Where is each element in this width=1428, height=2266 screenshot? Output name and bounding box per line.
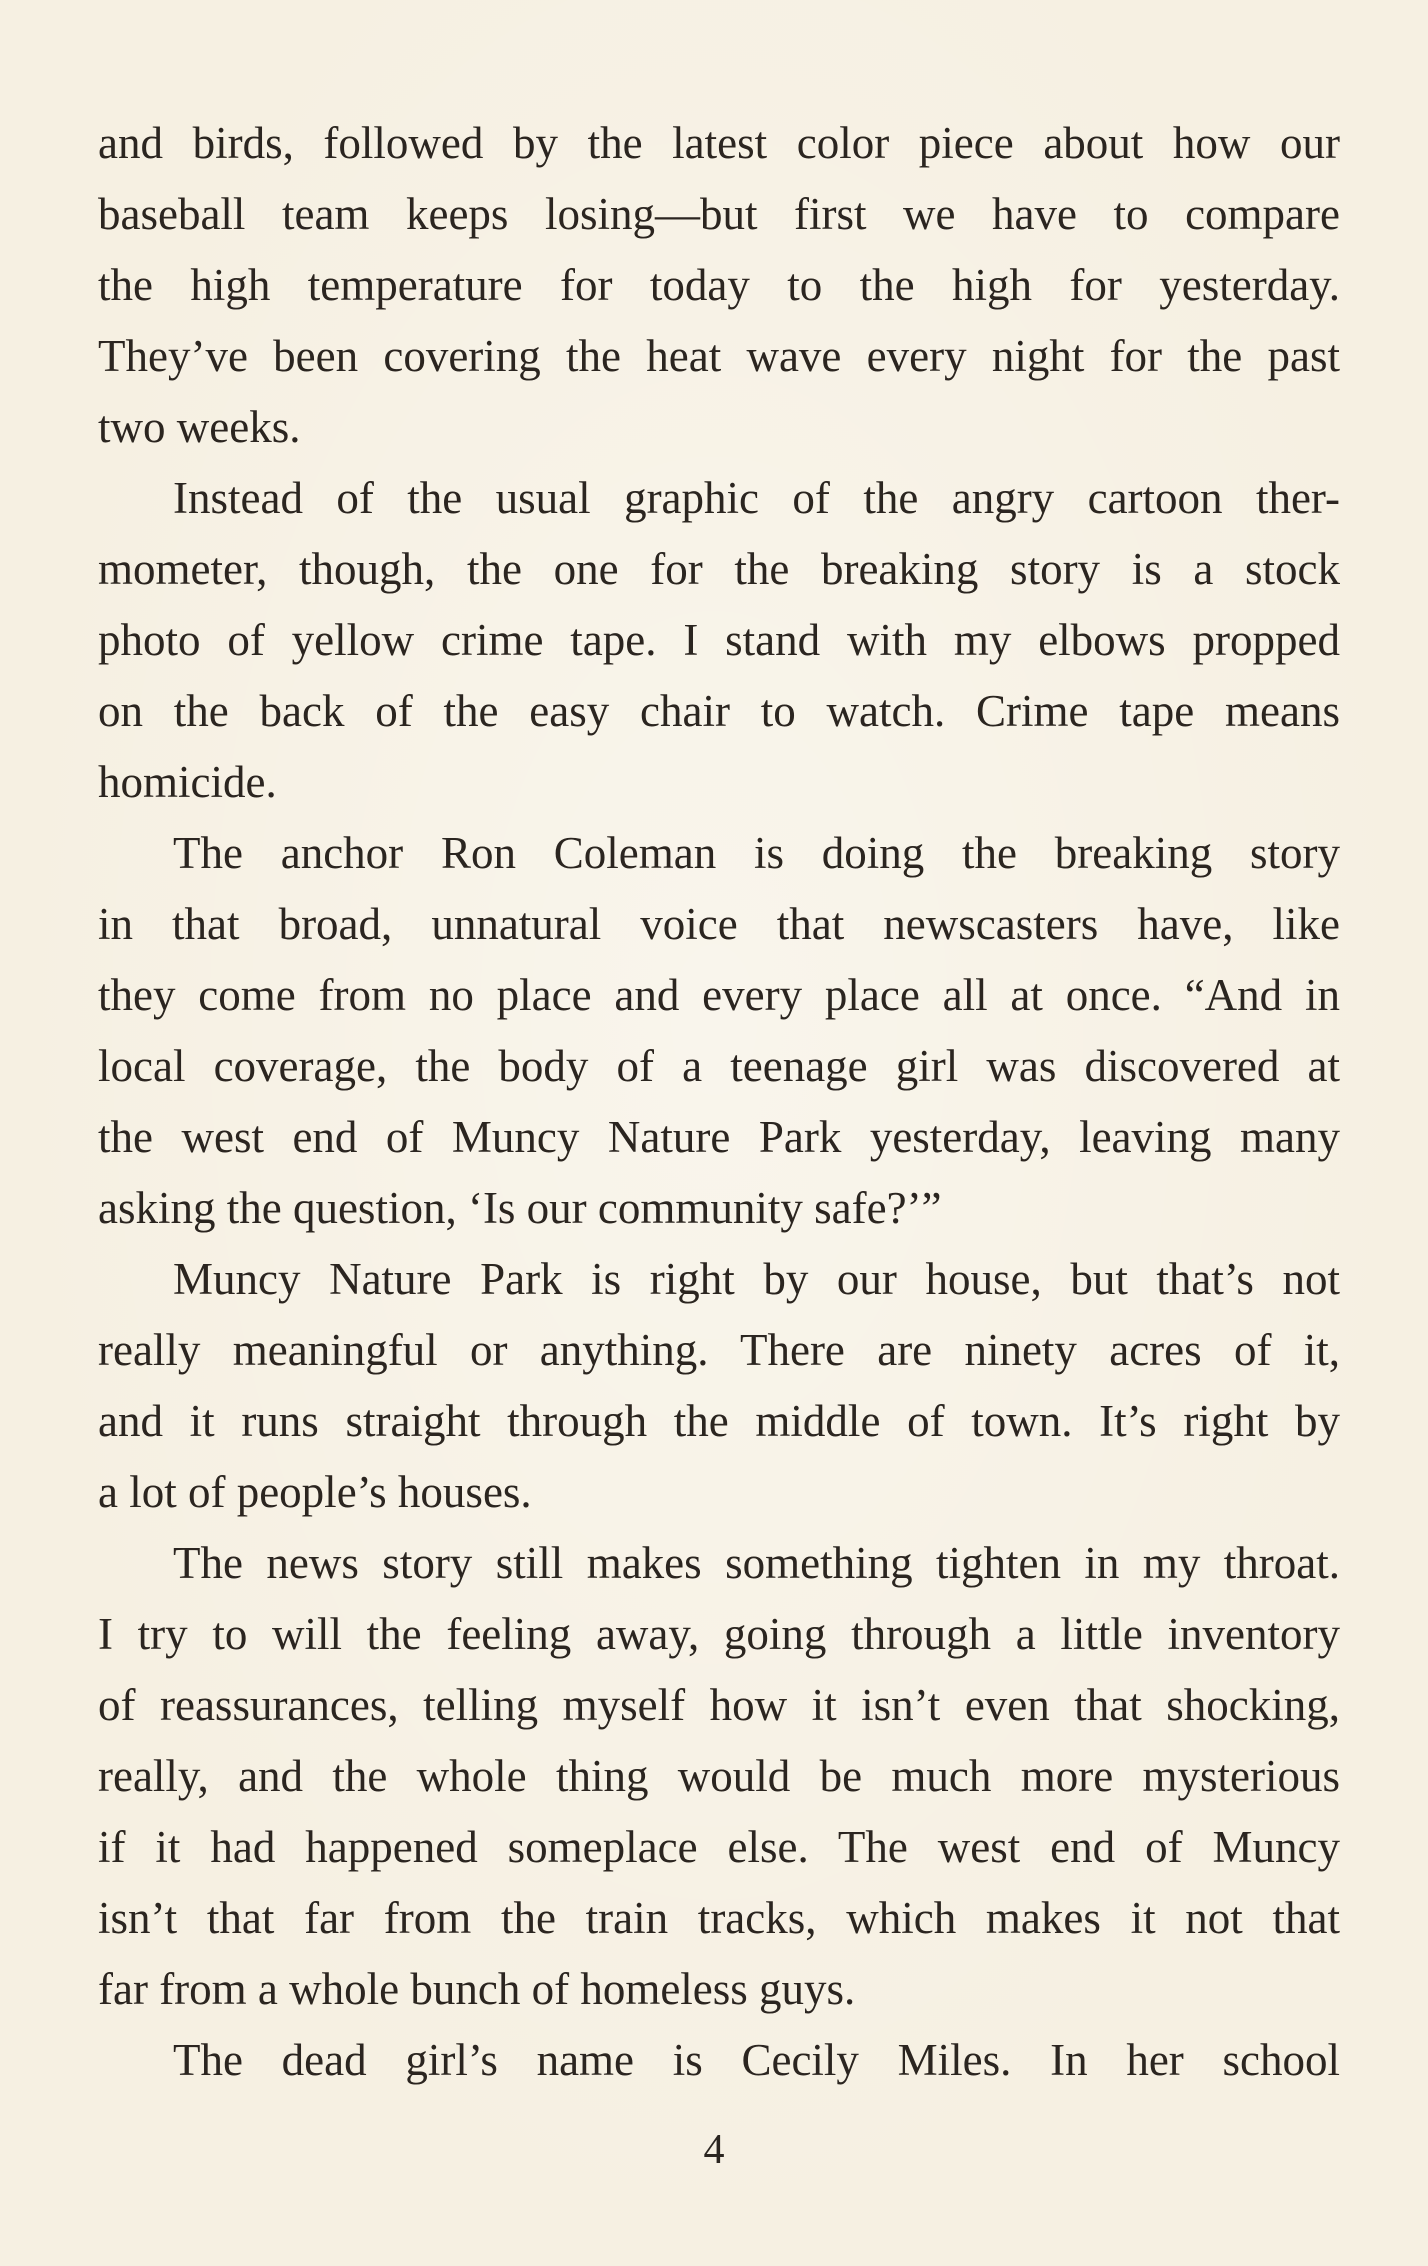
text-line: isn’t that far from the train tracks, which makes it not that — [98, 1893, 1340, 1943]
text-line: really, and the whole thing would be much more mysterious — [98, 1751, 1340, 1801]
text-line: They’ve been covering the heat wave every night for the past — [98, 331, 1340, 381]
text-line: the west end of Muncy Nature Park yesterday, leaving many — [98, 1112, 1340, 1162]
text-line: baseball team keeps losing—but first we have to compare — [98, 189, 1340, 239]
text-line: really meaningful or anything. There are ninety acres of it, — [98, 1325, 1340, 1375]
text-line: the high temperature for today to the high for yesterday. — [98, 260, 1340, 310]
text-line: I try to will the feeling away, going through a little inventory — [98, 1609, 1340, 1659]
text-line: two weeks. — [98, 402, 301, 452]
text-line: The news story still makes something tighten in my throat. — [173, 1538, 1340, 1588]
text-line: of reassurances, telling myself how it isn’t even that shocking, — [98, 1680, 1340, 1730]
text-line: mometer, though, the one for the breaking story is a stock — [98, 544, 1340, 594]
page-number: 4 — [703, 2127, 725, 2173]
text-line: in that broad, unnatural voice that newscasters have, like — [98, 899, 1340, 949]
text-line: and it runs straight through the middle of town. It’s right by — [98, 1396, 1340, 1446]
text-line: The anchor Ron Coleman is doing the breaking story — [173, 828, 1340, 878]
text-line: and birds, followed by the latest color piece about how our — [98, 118, 1340, 168]
text-line: a lot of people’s houses. — [98, 1467, 532, 1517]
text-line: Instead of the usual graphic of the angry cartoon ther- — [173, 473, 1340, 523]
text-line: asking the question, ‘Is our community safe?’” — [98, 1183, 942, 1233]
text-line: Muncy Nature Park is right by our house, but that’s not — [173, 1254, 1340, 1304]
text-line: if it had happened someplace else. The west end of Muncy — [98, 1822, 1340, 1872]
text-line: far from a whole bunch of homeless guys. — [98, 1964, 856, 2014]
text-line: local coverage, the body of a teenage girl was discovered at — [98, 1041, 1340, 1091]
text-line: photo of yellow crime tape. I stand with my elbows propped — [98, 615, 1340, 665]
text-line: on the back of the easy chair to watch. Crime tape means — [98, 686, 1340, 736]
text-line: The dead girl’s name is Cecily Miles. In her school — [173, 2035, 1340, 2085]
body-text — [98, 108, 1340, 2096]
text-line: homicide. — [98, 757, 277, 807]
text-line: they come from no place and every place all at once. “And in — [98, 970, 1340, 1020]
